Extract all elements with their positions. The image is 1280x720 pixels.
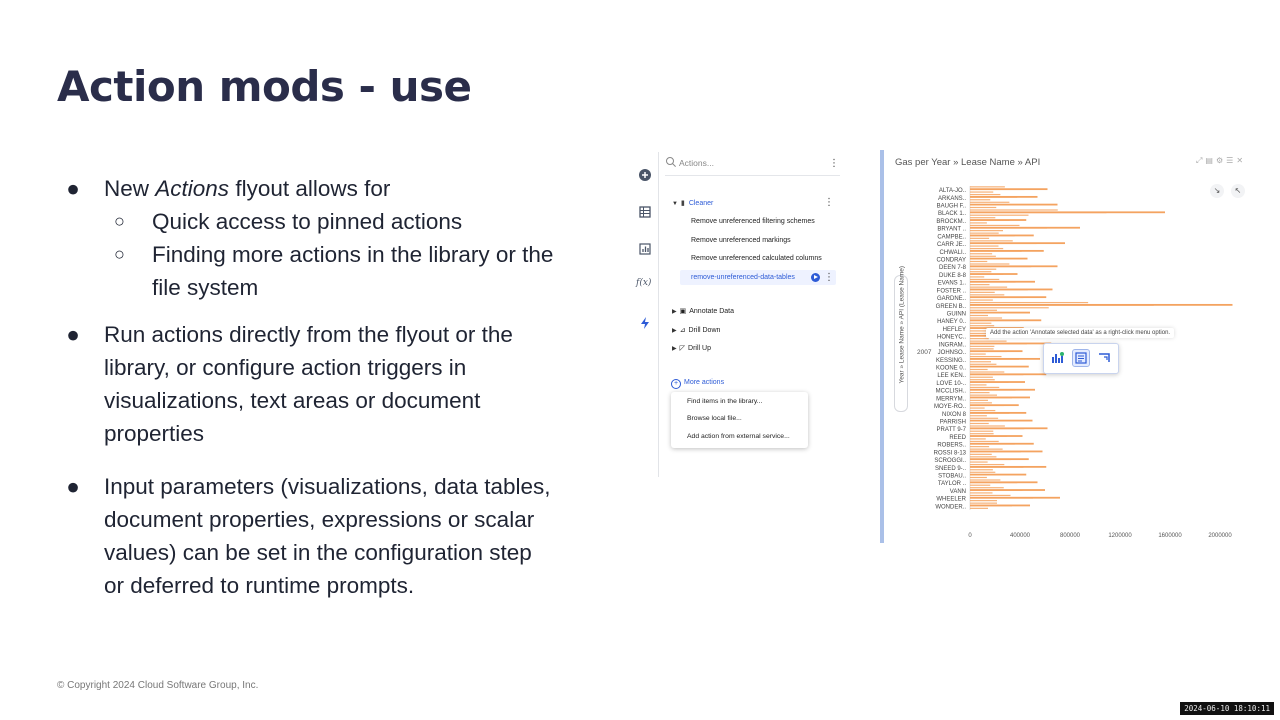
bar-segment[interactable]	[970, 382, 1009, 383]
group-label: Annotate Data	[689, 308, 735, 315]
caret-down-icon: ▼	[672, 201, 678, 207]
category-tick-label: REED	[949, 434, 966, 441]
bar-segment[interactable]	[970, 418, 998, 419]
bar-segment[interactable]	[970, 438, 986, 439]
bar-segment[interactable]	[970, 220, 1009, 221]
bar-segment[interactable]	[970, 443, 1015, 444]
bar-segment[interactable]	[970, 389, 1016, 390]
bullet-dot-icon: ●	[66, 176, 80, 201]
cleaner-folder[interactable]	[672, 199, 713, 207]
bar-segment[interactable]	[970, 189, 1024, 190]
bar-segment[interactable]	[970, 395, 997, 396]
run-action-icon[interactable]	[811, 273, 820, 282]
action-item[interactable]: Remove unreferenced calculated columns	[691, 255, 822, 262]
menu-item-find-library[interactable]: Find items in the library...	[687, 398, 763, 405]
corner-icon[interactable]	[1096, 350, 1112, 366]
bar-segment[interactable]	[970, 269, 996, 270]
action-tooltip: Add the action 'Annotate selected data' as a right-click menu option.	[986, 328, 1174, 338]
bar-segment[interactable]	[970, 338, 989, 339]
category-tick-label: WHEELER	[936, 496, 966, 503]
x-tick-label: 800000	[1059, 533, 1081, 539]
bar-segment[interactable]	[970, 222, 987, 223]
bullet-line: or deferred to runtime prompts.	[104, 573, 415, 598]
bullet-line: properties	[104, 421, 205, 446]
sub-bullet-text: file system	[152, 275, 259, 300]
category-tick-label: DEEN 7-8	[938, 265, 966, 272]
category-tick-label: SCROGGI..	[934, 458, 966, 465]
bar-segment[interactable]	[970, 307, 1049, 308]
sub-bullet-circle-icon: ○	[114, 244, 125, 264]
bar-segment[interactable]	[970, 454, 992, 455]
more-actions-label: More actions	[684, 379, 725, 386]
bar-segment[interactable]	[970, 248, 1003, 249]
filter-icon[interactable]: ▤	[1205, 156, 1216, 165]
table-icon[interactable]	[636, 203, 654, 221]
action-menu-icon[interactable]: ⋮	[824, 272, 834, 283]
bar-segment[interactable]	[970, 392, 990, 393]
group-drill-down[interactable]	[672, 326, 720, 334]
bullet-line: visualizations, text areas or document	[104, 388, 481, 413]
sub-bullet-text: Quick access to pinned actions	[152, 209, 463, 234]
x-tick-label: 1600000	[1158, 533, 1182, 539]
bar-segment[interactable]	[970, 209, 1058, 210]
plus-circle-icon: +	[671, 379, 681, 389]
category-tick-label: CHWALI..	[939, 249, 966, 256]
category-tick-label: JOHNSO..	[937, 350, 966, 357]
bar-chart-icon[interactable]	[1050, 350, 1066, 366]
category-tick-label: FOSTER ..	[936, 288, 966, 295]
bar-segment[interactable]	[970, 508, 988, 509]
bar-segment[interactable]	[970, 467, 1023, 468]
bar-segment[interactable]	[970, 413, 1009, 414]
bar-segment[interactable]	[970, 289, 1028, 290]
category-tick-label: CAMPBE..	[937, 234, 966, 241]
bar-segment[interactable]	[970, 341, 1007, 342]
bar-segment[interactable]	[970, 281, 1016, 282]
category-tick-label: VANN	[949, 488, 966, 495]
category-tick-label: GUINN	[946, 311, 966, 318]
category-tick-label: HEFLEY	[942, 326, 966, 333]
bar-segment[interactable]	[970, 405, 1004, 406]
bullet-text: New	[104, 176, 156, 201]
sub-bullet-circle-icon: ○	[114, 211, 125, 231]
bar-segment[interactable]	[970, 482, 1017, 483]
bar-segment[interactable]	[970, 323, 991, 324]
category-tick-label: BLACK 1..	[937, 211, 966, 218]
bar-segment[interactable]	[970, 469, 993, 470]
bar-segment[interactable]	[970, 397, 1012, 398]
bar-segment[interactable]	[970, 253, 992, 254]
bar-segment[interactable]	[970, 330, 986, 331]
bullet-emphasis: Actions	[155, 176, 230, 201]
bullet-text: flyout allows for	[229, 176, 391, 201]
viz-title: Gas per Year » Lease Name » API	[895, 157, 1041, 168]
folder-icon: ▮	[680, 200, 685, 207]
bar-segment[interactable]	[970, 359, 1019, 360]
bar-segment[interactable]	[970, 433, 994, 434]
actions-search-input[interactable]	[665, 154, 840, 172]
bar-segment[interactable]	[970, 500, 997, 501]
list-icon[interactable]: ☰	[1226, 156, 1237, 165]
bar-segment[interactable]	[970, 351, 1007, 352]
bar-segment[interactable]	[970, 490, 1023, 491]
x-tick-label: 400000	[1009, 533, 1031, 539]
bar-segment[interactable]	[970, 258, 1010, 259]
bullet-item	[66, 172, 626, 205]
x-tick-label: 1200000	[1108, 533, 1132, 539]
recording-timestamp: 2024-06-10 18:10:11	[1180, 702, 1274, 715]
bar-segment[interactable]	[970, 464, 1004, 465]
bar-segment[interactable]	[970, 474, 1009, 475]
bar-segment[interactable]	[970, 297, 1023, 298]
bar-segment[interactable]	[970, 292, 995, 293]
category-tick-label: BROCKM..	[936, 218, 966, 225]
bar-segment[interactable]	[970, 261, 987, 262]
bar-segment[interactable]	[970, 263, 1009, 264]
action-item-selected[interactable]: remove-unreferenced-data-tables	[691, 274, 795, 281]
bar-segment[interactable]	[970, 256, 996, 257]
bar-segment[interactable]	[970, 230, 1003, 231]
bar-segment[interactable]	[970, 492, 993, 493]
bar-segment[interactable]	[970, 305, 1154, 306]
search-placeholder: Actions...	[679, 158, 714, 168]
caret-right-icon: ▶	[672, 328, 677, 334]
drill-down-icon: ⊿	[679, 327, 686, 334]
bullet-dot-icon: ●	[66, 474, 80, 499]
bar-segment[interactable]	[970, 199, 990, 200]
group-drill-up[interactable]	[672, 344, 711, 352]
category-tick-label: PRATT 9-7	[936, 427, 966, 434]
bar-segment[interactable]	[970, 191, 993, 192]
sub-bullet-item	[66, 205, 626, 238]
category-tick-label: MCCLISH..	[935, 388, 966, 395]
bar-segment[interactable]	[970, 197, 1017, 198]
group-label: Drill Down	[688, 327, 721, 334]
search-icon	[665, 156, 677, 168]
bar-segment[interactable]	[970, 451, 1021, 452]
bar-segment[interactable]	[970, 461, 988, 462]
bullet-item	[66, 470, 626, 602]
bar-segment[interactable]	[970, 477, 987, 478]
bar-segment[interactable]	[970, 317, 1002, 318]
bar-segment[interactable]	[970, 472, 995, 473]
bar-segment[interactable]	[970, 423, 989, 424]
bar-segment[interactable]	[970, 202, 1009, 203]
x-tick-label: 2000000	[1208, 533, 1232, 539]
category-tick-label: ROSSI 8-13	[933, 450, 966, 457]
bar-segment[interactable]	[970, 377, 993, 378]
category-tick-label: BRYANT ..	[937, 226, 966, 233]
bar-segment[interactable]	[970, 407, 985, 408]
bar-segment[interactable]	[970, 217, 995, 218]
bar-segment[interactable]	[970, 325, 994, 326]
bullet-line: values) can be set in the configuration step	[104, 540, 532, 565]
bar-segment[interactable]	[970, 343, 1027, 344]
category-tick-label: MERRYM..	[936, 396, 966, 403]
bar-segment[interactable]	[970, 428, 1024, 429]
bar-segment[interactable]	[970, 505, 1012, 506]
close-icon[interactable]: ✕	[1236, 156, 1247, 165]
cleaner-menu-icon[interactable]: ⋮	[824, 197, 834, 208]
category-tick-label: TAYLOR ..	[937, 481, 966, 488]
category-tick-label: LEE KEN..	[937, 373, 966, 380]
bar-segment[interactable]	[970, 225, 1020, 226]
bar-segment[interactable]	[970, 503, 997, 504]
category-tick-label: CARR JE..	[936, 242, 966, 249]
bar-segment[interactable]	[970, 449, 1003, 450]
bar-segment[interactable]	[970, 266, 1031, 267]
bullet-dot-icon: ●	[66, 322, 80, 347]
bar-segment[interactable]	[970, 436, 1007, 437]
category-tick-label: HONEYC..	[936, 334, 966, 341]
bar-segment[interactable]	[970, 245, 999, 246]
bar-segment[interactable]	[970, 276, 984, 277]
y-axis-label[interactable]: Year » Lease Name » API (Lease Name)	[898, 265, 906, 384]
bar-segment[interactable]	[970, 402, 992, 403]
bar-segment[interactable]	[970, 271, 991, 272]
bar-segment[interactable]	[970, 233, 999, 234]
bar-chart-icon[interactable]	[636, 240, 654, 258]
category-tick-label: WONDER..	[935, 504, 966, 511]
action-item[interactable]: Remove unreferenced filtering schemes	[691, 218, 815, 225]
bullet-list	[66, 172, 626, 602]
bar-segment[interactable]	[970, 497, 1033, 498]
bar-segment[interactable]	[970, 302, 1088, 303]
action-item[interactable]: Remove unreferenced markings	[691, 237, 791, 244]
category-tick-label: KESSING..	[935, 357, 966, 364]
bar-segment[interactable]	[970, 431, 993, 432]
more-actions-button[interactable]	[671, 379, 724, 389]
bar-segment[interactable]	[970, 299, 993, 300]
slide-title: Action mods - use	[57, 62, 472, 111]
bar-segment[interactable]	[970, 495, 1011, 496]
category-tick-label: LOVE 10-..	[936, 380, 966, 387]
bar-segment[interactable]	[970, 415, 987, 416]
category-tick-label: HANEY 0..	[937, 319, 966, 326]
sub-bullet-text: Finding more actions in the library or the	[152, 242, 554, 267]
bar-segment[interactable]	[970, 238, 989, 239]
bar-segment[interactable]	[970, 315, 988, 316]
bar-segment[interactable]	[970, 279, 999, 280]
bar-segment[interactable]	[970, 446, 989, 447]
viz-toolbar	[1196, 156, 1246, 166]
category-tick-label: INGRAM..	[938, 342, 966, 349]
panel-divider	[658, 152, 659, 477]
bar-segment[interactable]	[970, 186, 1005, 187]
bar-segment[interactable]	[970, 212, 1107, 213]
bar-segment[interactable]	[970, 346, 994, 347]
bar-segment[interactable]	[970, 274, 1003, 275]
category-tick-label: MOYE-RO..	[933, 404, 966, 411]
copyright-footer: © Copyright 2024 Cloud Software Group, Inc.	[57, 680, 259, 691]
category-tick-label: GREEN B..	[935, 303, 966, 310]
zoom-out-icon[interactable]: ↖	[1231, 184, 1245, 198]
bar-segment[interactable]	[970, 353, 986, 354]
viz-selection-bar	[880, 150, 884, 543]
bullet-line: library, or configure action triggers in	[104, 355, 467, 380]
annotate-icon: ▣	[679, 308, 687, 315]
expand-icon[interactable]: ⤢	[1196, 156, 1206, 165]
actions-menu-icon[interactable]: ⋮	[829, 158, 839, 169]
lightning-icon[interactable]	[636, 314, 654, 332]
bar-segment[interactable]	[970, 374, 1023, 375]
cleaner-label: Cleaner	[688, 200, 714, 207]
bar-segment[interactable]	[970, 456, 996, 457]
bar-segment[interactable]	[970, 371, 1004, 372]
gear-icon[interactable]: ⚙	[1215, 156, 1227, 165]
caret-right-icon: ▶	[672, 309, 677, 315]
annotate-icon[interactable]	[1073, 350, 1089, 366]
drill-up-icon: ◸	[679, 345, 686, 352]
category-tick-label: KOONE 0..	[935, 365, 966, 372]
bar-segment[interactable]	[970, 235, 1015, 236]
bar-segment[interactable]	[970, 243, 1037, 244]
bar-segment[interactable]	[970, 487, 1004, 488]
category-tick-label: ALTA-JO..	[938, 188, 966, 195]
bar-segment[interactable]	[970, 400, 988, 401]
menu-item-external-service[interactable]: Add action from external service...	[687, 433, 790, 440]
x-tick-label: 0	[968, 533, 972, 539]
bar-segment[interactable]	[970, 425, 1005, 426]
bar-segment[interactable]	[970, 284, 990, 285]
bar-segment[interactable]	[970, 240, 1013, 241]
search-underline	[665, 175, 840, 176]
bar-segment[interactable]	[970, 310, 997, 311]
category-tick-label: GARDNE..	[936, 296, 966, 303]
bar-segment[interactable]	[970, 441, 999, 442]
category-tick-label: PARRISH	[939, 419, 966, 426]
bar-segment[interactable]	[970, 369, 988, 370]
bar-segment[interactable]	[970, 356, 1002, 357]
bar-segment[interactable]	[970, 251, 1022, 252]
category-tick-label: STOBAU..	[938, 473, 966, 480]
group-label: Drill Up	[688, 345, 711, 352]
bar-segment[interactable]	[970, 485, 990, 486]
bar-segment[interactable]	[970, 364, 996, 365]
bar-segment[interactable]	[970, 215, 1029, 216]
bar-segment[interactable]	[970, 287, 1007, 288]
category-tick-label: ARKANS..	[937, 195, 966, 202]
bullet-line: document properties, expressions or scalar	[104, 507, 535, 532]
bullet-line: Input parameters (visualizations, data tables,	[104, 474, 551, 499]
bar-segment[interactable]	[970, 420, 1014, 421]
bar-segment[interactable]	[970, 227, 1047, 228]
sub-bullet-continuation	[66, 271, 626, 304]
bar-segment[interactable]	[970, 312, 1012, 313]
bar-segment[interactable]	[970, 459, 1011, 460]
bar-segment[interactable]	[970, 294, 1004, 295]
bar-segment[interactable]	[970, 207, 996, 208]
bar-segment[interactable]	[970, 361, 991, 362]
bar-segment[interactable]	[970, 410, 995, 411]
bar-segment[interactable]	[970, 204, 1031, 205]
sub-bullet-item	[66, 238, 626, 271]
category-tick-label: DUKE 8-8	[938, 272, 966, 279]
caret-right-icon: ▶	[672, 346, 677, 352]
bullet-line: Run actions directly from the flyout or the	[104, 322, 513, 347]
bar-segment[interactable]	[970, 366, 1011, 367]
bar-segment[interactable]	[970, 384, 987, 385]
category-tick-label: ROBERS..	[937, 442, 966, 449]
category-tick-label: CONDRAY	[936, 257, 966, 264]
group-annotate-data[interactable]	[672, 307, 734, 315]
bar-segment[interactable]	[970, 348, 994, 349]
category-tick-label: SNEED 9-..	[934, 465, 966, 472]
bar-segment[interactable]	[970, 379, 995, 380]
bullet-item	[66, 318, 626, 450]
bar-segment[interactable]	[970, 387, 999, 388]
bar-segment[interactable]	[970, 320, 1020, 321]
category-tick-label: BAUGH F..	[936, 203, 966, 210]
more-actions-menu	[671, 392, 808, 448]
bar-segment[interactable]	[970, 194, 1000, 195]
bar-segment[interactable]	[970, 479, 1000, 480]
add-circle-icon[interactable]	[636, 166, 654, 184]
year-label: 2007	[917, 349, 932, 356]
zoom-in-icon[interactable]: ↘	[1210, 184, 1224, 198]
action-icon-popup	[1043, 343, 1119, 374]
function-icon[interactable]: f(x)	[636, 278, 652, 288]
category-tick-label: EVANS 1..	[937, 280, 966, 287]
menu-item-browse-local[interactable]: Browse local file...	[687, 415, 742, 422]
category-tick-label: NIXON 8	[941, 411, 966, 418]
